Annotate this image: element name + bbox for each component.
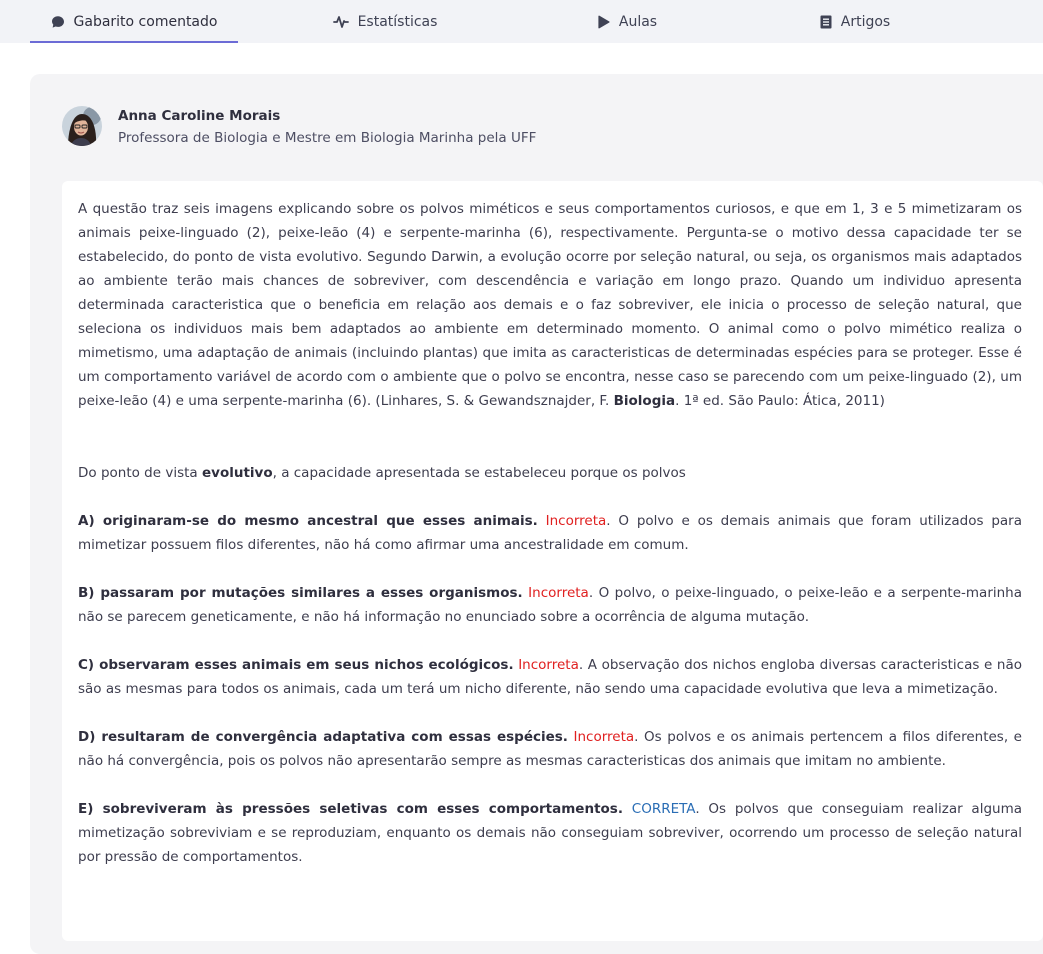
tab-label: Aulas [618, 13, 658, 30]
question-stem-pre: Do ponto de vista [78, 465, 202, 481]
option-verdict: Incorreta [528, 585, 589, 601]
option-explanation: . Os polvos e os animais pertencem a filos diferentes, e não há convergência, pois os polvos não apresentarão sempre as mesmas caracteristicas dos animais que imitam no ambiente. [78, 729, 1022, 769]
option-statement: B) passaram por mutações similares a esses organismos. [78, 585, 523, 601]
option-b [78, 581, 1022, 629]
option-a [78, 509, 1022, 557]
tab-estatisticas[interactable] [310, 0, 460, 43]
intro-citation-tail: . 1ª ed. São Paulo: Ática, 2011) [675, 393, 885, 409]
option-statement: A) originaram-se do mesmo ancestral que esses animais. [78, 513, 538, 529]
question-stem-emphasis: evolutivo [201, 465, 273, 481]
tab-artigos[interactable] [800, 0, 910, 43]
option-statement: D) resultaram de convergência adaptativa com essas espécies. [78, 729, 568, 745]
active-tab-indicator [30, 41, 238, 43]
tab-bar [0, 0, 1043, 43]
option-verdict: Incorreta [545, 513, 607, 529]
play-icon [597, 15, 610, 29]
article-icon [820, 15, 832, 29]
tab-gabarito-comentado[interactable] [30, 0, 238, 43]
tab-label: Estatísticas [357, 13, 438, 30]
option-explanation: . O polvo e os demais animais que foram utilizados para mimetizar possuem filos diferentes, não há como afirmar uma ancestralidade em comum. [78, 513, 1023, 553]
author-name: Anna Caroline Morais [118, 108, 281, 124]
author-role: Professora de Biologia e Mestre em Biologia Marinha pela UFF [118, 130, 537, 146]
question-stem [78, 461, 1022, 485]
tab-aulas[interactable] [572, 0, 682, 43]
intro-text: A questão traz seis imagens explicando sobre os polvos miméticos e seus comportamentos curiosos, e que em 1, 3 e 5 mimetizaram os animais peixe-linguado (2), peixe-leão (4) e serpente-marinha (6), respectivamente. Pergunta-se o motivo dessa capacidade ter se estabelecido, do ponto de vista evolutivo. Segundo Darwin, a evolução ocorre por seleção natural, ou seja, os organismos mais adaptados ao ambiente terão mais chances de sobreviver, com descendência e variação em longo prazo. Quando um individuo apresenta determinada caracteristica que o beneficia em relação aos demais e o faz sobreviver, ele inicia o processo de seleção natural, que seleciona os individuos mais bem adaptados ao ambiente em determinado momento. O animal como o polvo mimético realiza o mimetismo, uma adaptação de animais (incluindo plantas) que imita as caracteristicas de determinadas espécies para se proteger. Esse é um comportamento variável de acordo com o ambiente que o polvo se encontra, nesse caso se parecendo com um peixe-linguado (2), um peixe-leão (4) e uma serpente-marinha (6). (Linhares, S. & Gewandsznajder, F. [78, 201, 1022, 409]
option-d [78, 725, 1022, 773]
option-verdict: Incorreta [518, 657, 579, 673]
option-explanation: . Os polvos que conseguiam realizar alguma mimetização sobreviviam e se reproduziam, enquanto os demais não conseguiam sobreviver, ocorrendo um processo de seleção natural por pressão de comportamentos. [78, 801, 1023, 865]
option-statement: C) observaram esses animais em seus nichos ecológicos. [78, 657, 514, 673]
tab-label: Gabarito comentado [73, 13, 218, 30]
commentary-intro [78, 197, 1022, 413]
pulse-icon [333, 15, 349, 29]
author-avatar [62, 106, 102, 146]
option-explanation: . O polvo, o peixe-linguado, o peixe-leão e a serpente-marinha não se parecem geneticamente, e não há informação no enunciado sobre a ocorrência de alguma mutação. [78, 585, 1023, 625]
intro-book-title: Biologia [613, 393, 676, 409]
option-verdict: CORRETA [631, 801, 696, 817]
commentary-text [78, 197, 1022, 893]
option-statement: E) sobreviveram às pressões seletivas com esses comportamentos. [78, 801, 623, 817]
tab-label: Artigos [840, 13, 891, 30]
option-c [78, 653, 1022, 701]
question-stem-post: , a capacidade apresentada se estabeleceu porque os polvos [272, 465, 686, 481]
option-explanation: . A observação dos nichos engloba diversas caracteristicas e não são as mesmas para todos os animais, cada um terá um nicho diferente, não sendo uma capacidade evolutiva que leva a mimetização. [78, 657, 1022, 697]
option-verdict: Incorreta [573, 729, 635, 745]
chat-bubble-icon [51, 15, 65, 29]
option-e [78, 797, 1022, 869]
